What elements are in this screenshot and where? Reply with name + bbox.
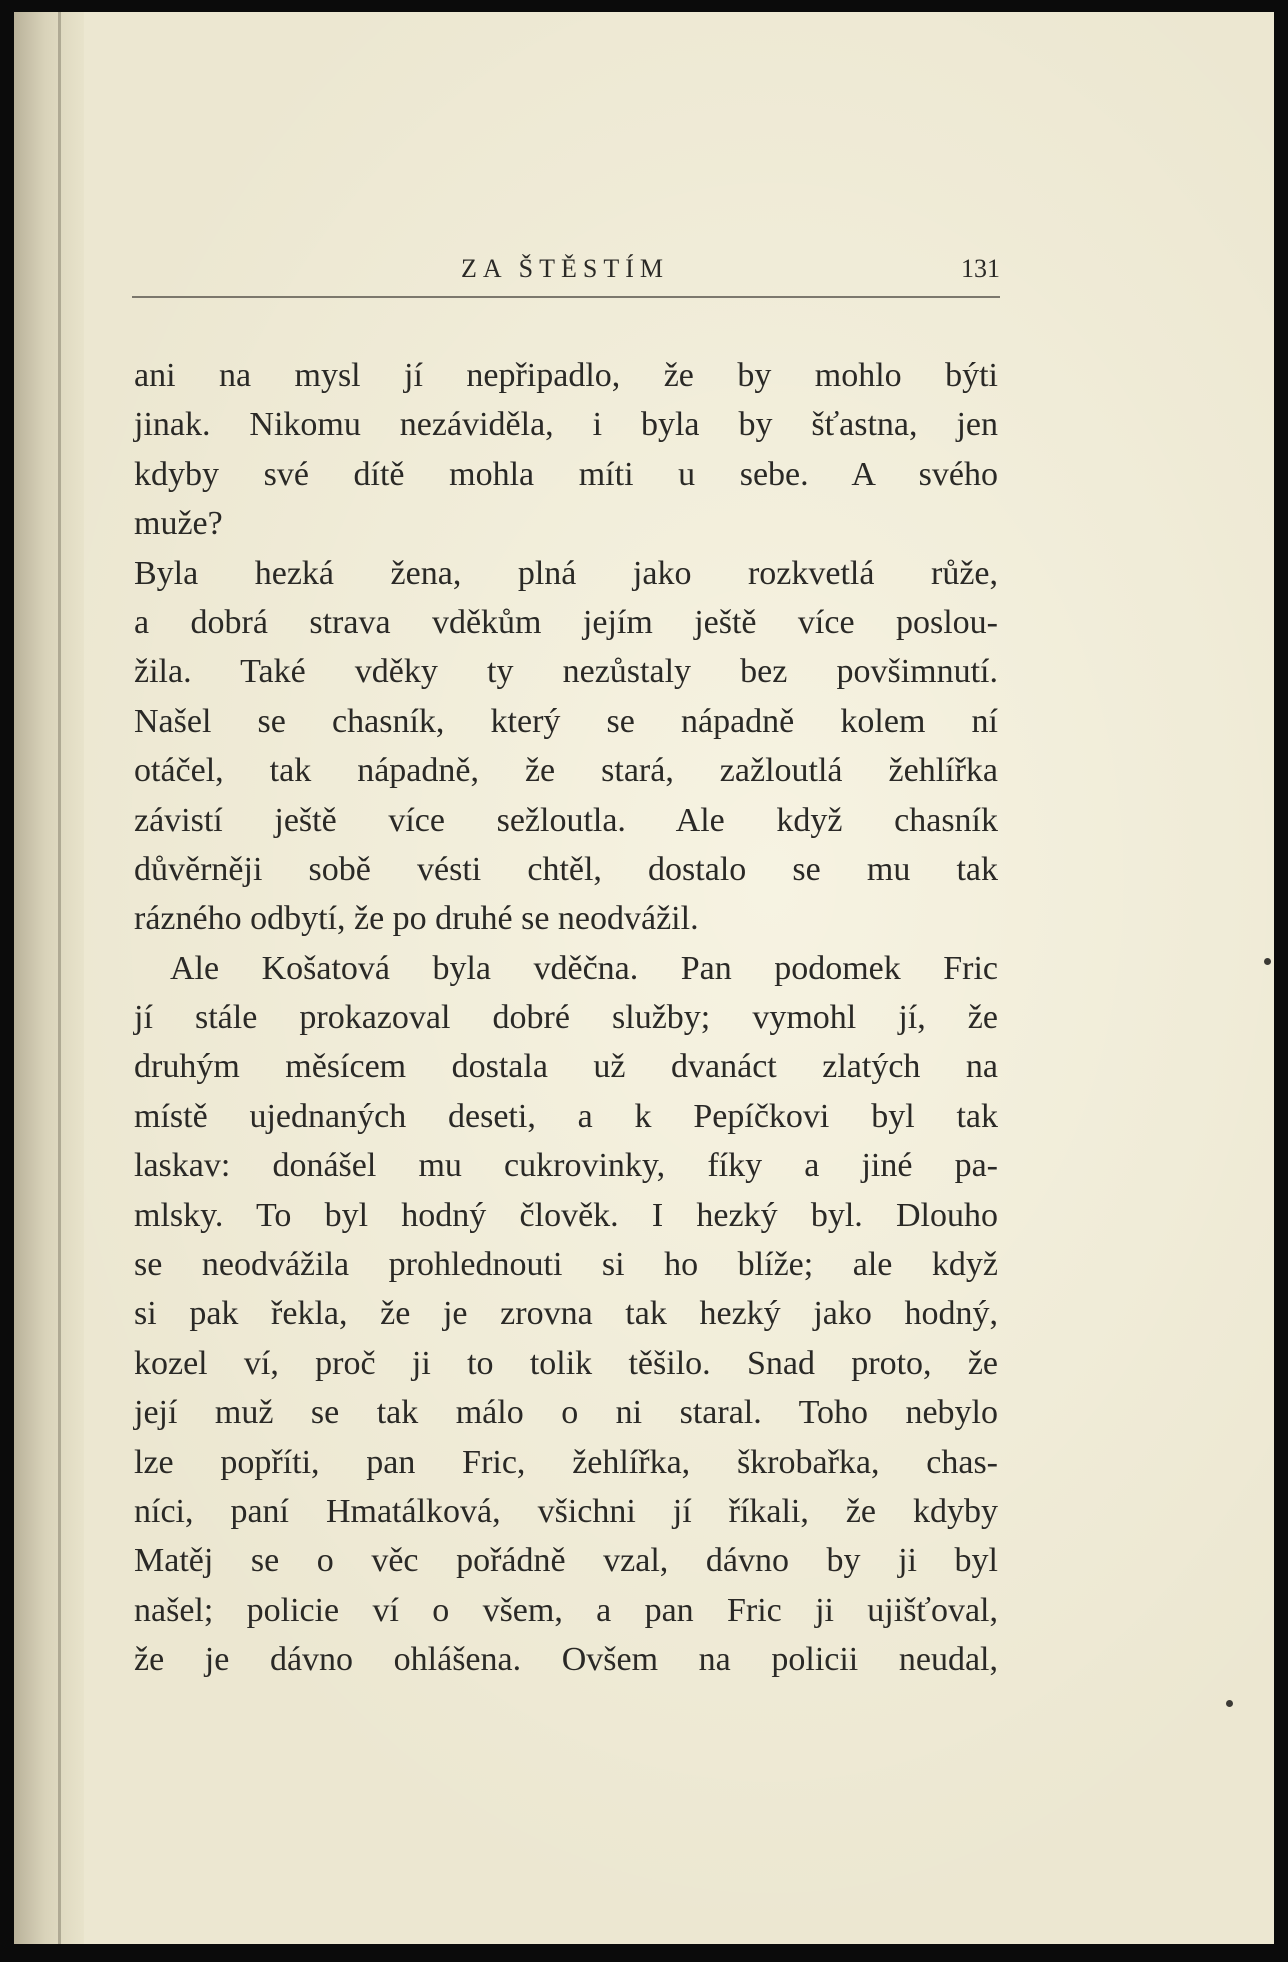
text-line: si pak řekla, že je zrovna tak hezký jako hodný, bbox=[134, 1295, 998, 1333]
text-line: Matěj se o věc pořádně vzal, dávno by ji byl bbox=[134, 1542, 998, 1580]
text-line: ani na mysl jí nepřipadlo, že by mohlo býti bbox=[134, 357, 998, 394]
body-text bbox=[134, 351, 998, 1685]
text-line: rázného odbytí, že po druhé se neodvážil. bbox=[134, 900, 699, 938]
text-line: Byla hezká žena, plná jako rozkvetlá růže, bbox=[134, 554, 998, 592]
text-line: jinak. Nikomu nezáviděla, i byla by šťastna, jen bbox=[134, 406, 998, 444]
text-line: že je dávno ohlášena. Ovšem na policii neudal, bbox=[134, 1641, 998, 1679]
text-line: otáčel, tak nápadně, že stará, zažloutlá žehlířka bbox=[134, 752, 998, 790]
text-line: Našel se chasník, který se nápadně kolem ní bbox=[134, 702, 998, 740]
text-line: žila. Také vděky ty nezůstaly bez povšimnutí. bbox=[134, 653, 998, 691]
text-line: místě ujednaných deseti, a k Pepíčkovi byl tak bbox=[134, 1097, 998, 1135]
text-line: muže? bbox=[134, 505, 223, 543]
text-line: důvěrněji sobě vésti chtěl, dostalo se mu tak bbox=[134, 850, 998, 888]
page-number: 131 bbox=[961, 254, 1000, 283]
text-line: kozel ví, proč ji to tolik těšilo. Snad proto, že bbox=[134, 1344, 998, 1382]
text-line: mlsky. To byl hodný člověk. I hezký byl. Dlouho bbox=[134, 1196, 998, 1234]
text-line: a dobrá strava vděkům jejím ještě více poslou- bbox=[134, 603, 998, 641]
page-gutter bbox=[14, 12, 84, 1944]
text-line: jí stále prokazoval dobré služby; vymohl jí, že bbox=[134, 999, 998, 1037]
text-line: se neodvážila prohlednouti si ho blíže; ale když bbox=[134, 1246, 998, 1284]
text-line: kdyby své dítě mohla míti u sebe. A svého bbox=[134, 455, 998, 493]
text-line: závistí ještě více sežloutla. Ale když chasník bbox=[134, 801, 998, 839]
text-line: Ale Košatová byla vděčna. Pan podomek Fric bbox=[170, 949, 998, 987]
text-line: laskav: donášel mu cukrovinky, fíky a jiné pa- bbox=[134, 1147, 998, 1185]
ink-speck bbox=[1226, 1700, 1233, 1707]
text-line: její muž se tak málo o ni staral. Toho nebylo bbox=[134, 1394, 998, 1432]
running-head bbox=[130, 250, 1000, 290]
text-line: níci, paní Hmatálková, všichni jí říkali, že kdyby bbox=[134, 1492, 998, 1530]
text-line: lze popříti, pan Fric, žehlířka, škrobařka, chas- bbox=[134, 1443, 998, 1481]
gutter-fold-line bbox=[58, 12, 61, 1944]
text-line: našel; policie ví o všem, a pan Fric ji ujišťoval, bbox=[134, 1591, 998, 1629]
ink-speck bbox=[1264, 958, 1271, 965]
running-title: ZA ŠTĚSTÍM bbox=[460, 254, 670, 283]
header-rule bbox=[132, 296, 1000, 298]
text-line: druhým měsícem dostala už dvanáct zlatých na bbox=[134, 1048, 998, 1086]
